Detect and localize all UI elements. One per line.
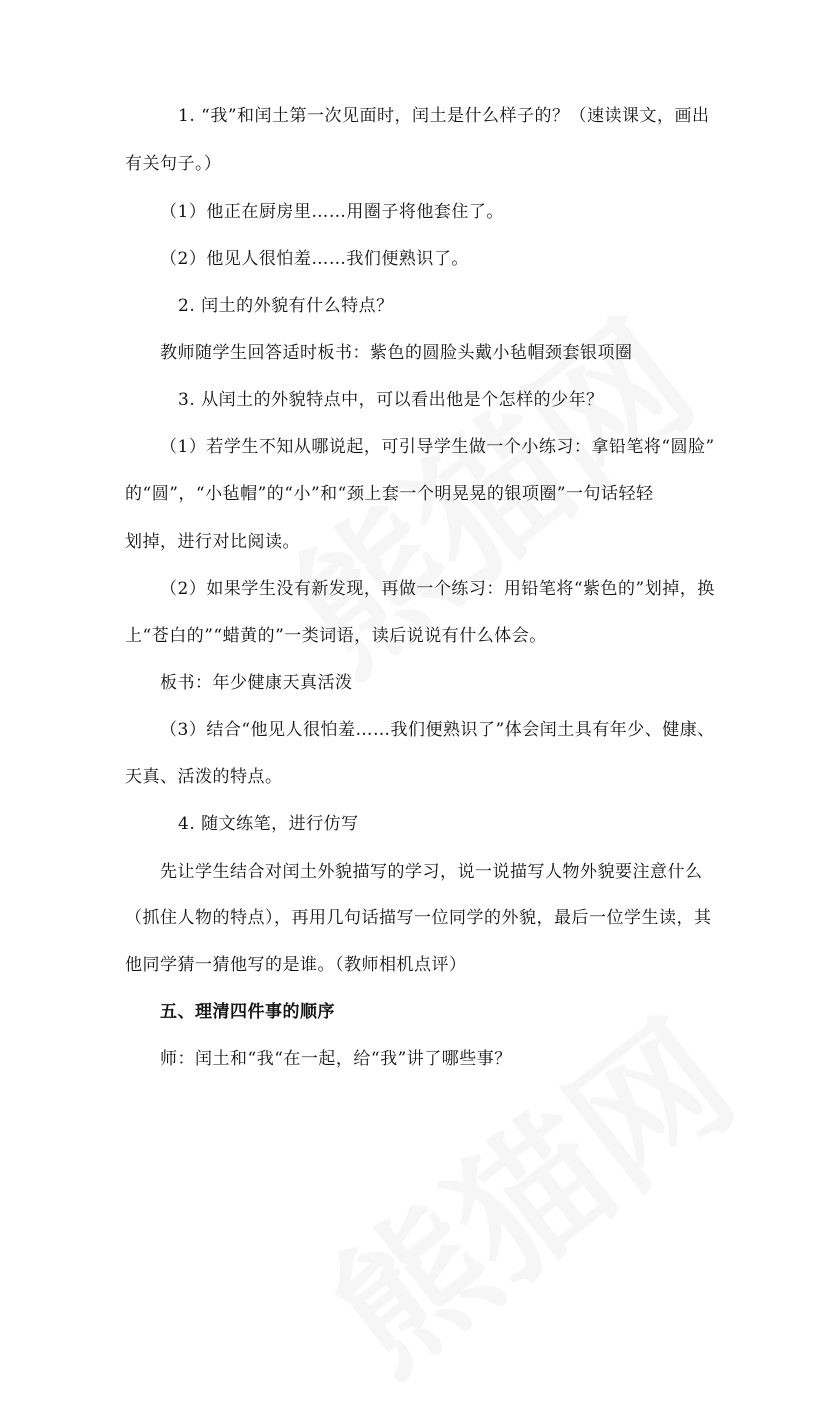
board-note-1: 教师随学生回答适时板书：紫色的圆脸头戴小毡帽颈套银项圈	[160, 343, 633, 363]
step-3-3-line-2: 天真、活泼的特点。	[125, 767, 283, 787]
question-3: 3. 从闰土的外貌特点中，可以看出他是个怎样的少年？	[178, 390, 604, 410]
board-note-2: 板书：年少健康天真活泼	[160, 673, 353, 693]
practice-line-2: （抓住人物的特点），再用几句话描写一位同学的外貌，最后一位学生读，其	[125, 908, 712, 928]
question-1-line-1: 1. “我”和闰土第一次见面时，闰土是什么样子的？（速读课文，画出	[178, 106, 710, 126]
practice-line-3: 他同学猜一猜他写的是谁。（教师相机点评）	[125, 955, 467, 975]
answer-1-1: （1）他正在厨房里……用圈子将他套住了。	[160, 202, 504, 222]
step-3-1-line-2: 的“圆”，“小毡帽”的“小”和“颈上套一个明晃晃的银项圈”一句话轻轻	[125, 484, 654, 504]
step-3-3-line-1: （3）结合“他见人很怕羞……我们便熟识了”体会闰土具有年少、健康、	[160, 720, 715, 740]
answer-1-2: （2）他见人很怕羞……我们便熟识了。	[160, 249, 469, 269]
question-1-line-2: 有关句子。）	[125, 154, 222, 174]
question-4: 4. 随文练笔，进行仿写	[178, 814, 359, 834]
section-heading-5: 五、理清四件事的顺序	[160, 1002, 335, 1022]
practice-line-1: 先让学生结合对闰土外貌描写的学习，说一说描写人物外貌要注意什么	[160, 862, 703, 882]
watermark-bottom	[281, 964, 769, 1411]
question-2: 2. 闰土的外貌有什么特点？	[178, 296, 394, 316]
step-3-1-line-1: （1）若学生不知从哪说起，可引导学生做一个小练习：拿铅笔将“圆脸”	[160, 437, 715, 457]
step-3-2-line-1: （2）如果学生没有新发现，再做一个练习：用铅笔将“紫色的”划掉，换	[160, 579, 715, 599]
step-3-2-line-2: 上“苍白的”“蜡黄的”一类词语，读后说说有什么体会。	[125, 626, 547, 646]
step-3-1-line-3: 划掉，进行对比阅读。	[125, 532, 300, 552]
teacher-question: 师：闰土和“我“在一起，给“我”讲了哪些事？	[160, 1049, 512, 1069]
